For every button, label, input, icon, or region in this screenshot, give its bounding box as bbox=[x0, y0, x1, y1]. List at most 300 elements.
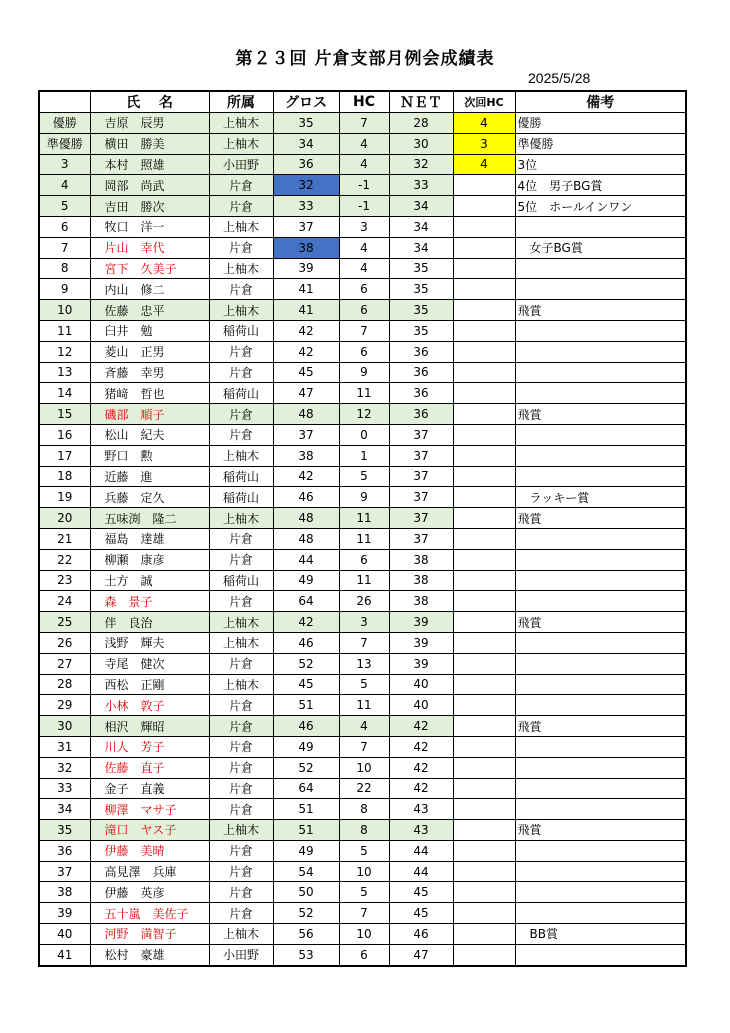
note-cell bbox=[515, 591, 686, 612]
club-cell: 片倉 bbox=[209, 549, 273, 570]
club-cell: 上柚木 bbox=[209, 612, 273, 633]
table-row bbox=[39, 258, 686, 279]
rank-cell: 21 bbox=[39, 528, 90, 549]
next-hc-cell bbox=[453, 175, 515, 196]
hc-cell: 7 bbox=[339, 320, 389, 341]
hc-cell: -1 bbox=[339, 175, 389, 196]
next-hc-cell bbox=[453, 320, 515, 341]
rank-cell: 27 bbox=[39, 653, 90, 674]
rank-cell: 22 bbox=[39, 549, 90, 570]
next-hc-cell bbox=[453, 383, 515, 404]
gross-cell: 46 bbox=[273, 487, 339, 508]
rank-cell: 11 bbox=[39, 320, 90, 341]
note-cell bbox=[515, 341, 686, 362]
hc-cell: 6 bbox=[339, 300, 389, 321]
hc-cell: 11 bbox=[339, 508, 389, 529]
table-row bbox=[39, 674, 686, 695]
table-row bbox=[39, 383, 686, 404]
name-cell: 松山 紀夫 bbox=[90, 424, 209, 445]
gross-cell: 41 bbox=[273, 300, 339, 321]
net-cell: 38 bbox=[389, 591, 453, 612]
name-cell: 柳瀬 康彦 bbox=[90, 549, 209, 570]
club-cell: 稲荷山 bbox=[209, 487, 273, 508]
table-row bbox=[39, 695, 686, 716]
gross-cell: 36 bbox=[273, 154, 339, 175]
net-cell: 39 bbox=[389, 612, 453, 633]
club-cell: 上柚木 bbox=[209, 216, 273, 237]
gross-cell: 52 bbox=[273, 653, 339, 674]
table-row bbox=[39, 549, 686, 570]
net-cell: 35 bbox=[389, 320, 453, 341]
table-row bbox=[39, 528, 686, 549]
rank-cell: 25 bbox=[39, 612, 90, 633]
hc-cell: 4 bbox=[339, 133, 389, 154]
header-next-hc: 次回HC bbox=[453, 91, 515, 113]
next-hc-cell bbox=[453, 632, 515, 653]
club-cell: 片倉 bbox=[209, 362, 273, 383]
hc-cell: 10 bbox=[339, 924, 389, 945]
table-row bbox=[39, 861, 686, 882]
page-title: 第２３回 片倉支部月例会成績表 bbox=[235, 49, 495, 69]
club-cell: 片倉 bbox=[209, 736, 273, 757]
club-cell: 稲荷山 bbox=[209, 466, 273, 487]
next-hc-cell bbox=[453, 799, 515, 820]
table-row bbox=[39, 300, 686, 321]
hc-cell: 4 bbox=[339, 154, 389, 175]
header-club: 所属 bbox=[209, 91, 273, 113]
name-cell: 伊藤 美晴 bbox=[90, 840, 209, 861]
name-cell: 磯部 順子 bbox=[90, 404, 209, 425]
gross-cell: 37 bbox=[273, 216, 339, 237]
rank-cell: 18 bbox=[39, 466, 90, 487]
rank-cell: 29 bbox=[39, 695, 90, 716]
table-row bbox=[39, 903, 686, 924]
gross-cell: 50 bbox=[273, 882, 339, 903]
rank-cell: 28 bbox=[39, 674, 90, 695]
gross-cell: 49 bbox=[273, 840, 339, 861]
next-hc-cell: 4 bbox=[453, 154, 515, 175]
rank-cell: 20 bbox=[39, 508, 90, 529]
table-row bbox=[39, 508, 686, 529]
net-cell: 32 bbox=[389, 154, 453, 175]
net-cell: 46 bbox=[389, 924, 453, 945]
club-cell: 片倉 bbox=[209, 279, 273, 300]
next-hc-cell bbox=[453, 445, 515, 466]
table-row bbox=[39, 175, 686, 196]
gross-cell: 48 bbox=[273, 508, 339, 529]
rank-cell: 3 bbox=[39, 154, 90, 175]
note-cell bbox=[515, 570, 686, 591]
note-cell bbox=[515, 736, 686, 757]
club-cell: 上柚木 bbox=[209, 674, 273, 695]
rank-cell: 41 bbox=[39, 944, 90, 965]
gross-cell: 54 bbox=[273, 861, 339, 882]
hc-cell: 9 bbox=[339, 487, 389, 508]
gross-cell: 64 bbox=[273, 778, 339, 799]
gross-cell: 46 bbox=[273, 632, 339, 653]
note-cell bbox=[515, 674, 686, 695]
hc-cell: 5 bbox=[339, 882, 389, 903]
rank-cell: 9 bbox=[39, 279, 90, 300]
table-row bbox=[39, 237, 686, 258]
gross-cell: 34 bbox=[273, 133, 339, 154]
name-cell: 浅野 輝夫 bbox=[90, 632, 209, 653]
name-cell: 宮下 久美子 bbox=[90, 258, 209, 279]
rank-cell: 26 bbox=[39, 632, 90, 653]
hc-cell: 22 bbox=[339, 778, 389, 799]
name-cell: 内山 修二 bbox=[90, 279, 209, 300]
table-row bbox=[39, 840, 686, 861]
note-cell: 準優勝 bbox=[515, 133, 686, 154]
club-cell: 片倉 bbox=[209, 424, 273, 445]
rank-cell: 39 bbox=[39, 903, 90, 924]
hc-cell: 4 bbox=[339, 258, 389, 279]
net-cell: 38 bbox=[389, 570, 453, 591]
next-hc-cell bbox=[453, 695, 515, 716]
gross-cell: 35 bbox=[273, 113, 339, 134]
club-cell: 稲荷山 bbox=[209, 570, 273, 591]
table-row bbox=[39, 612, 686, 633]
next-hc-cell: 3 bbox=[453, 133, 515, 154]
note-cell: 飛賞 bbox=[515, 508, 686, 529]
next-hc-cell bbox=[453, 216, 515, 237]
name-cell: 河野 満智子 bbox=[90, 924, 209, 945]
club-cell: 上柚木 bbox=[209, 113, 273, 134]
next-hc-cell bbox=[453, 466, 515, 487]
next-hc-cell: 4 bbox=[453, 113, 515, 134]
next-hc-cell bbox=[453, 944, 515, 965]
table-row bbox=[39, 736, 686, 757]
name-cell: 片山 幸代 bbox=[90, 237, 209, 258]
note-cell: 飛賞 bbox=[515, 300, 686, 321]
net-cell: 33 bbox=[389, 175, 453, 196]
rank-cell: 40 bbox=[39, 924, 90, 945]
note-cell bbox=[515, 653, 686, 674]
hc-cell: 1 bbox=[339, 445, 389, 466]
name-cell: 松村 豪雄 bbox=[90, 944, 209, 965]
note-cell: 5位 ホールインワン bbox=[515, 196, 686, 217]
gross-cell: 39 bbox=[273, 258, 339, 279]
note-cell bbox=[515, 528, 686, 549]
rank-cell: 38 bbox=[39, 882, 90, 903]
gross-cell: 46 bbox=[273, 716, 339, 737]
table-row bbox=[39, 757, 686, 778]
next-hc-cell bbox=[453, 612, 515, 633]
hc-cell: 12 bbox=[339, 404, 389, 425]
gross-cell: 56 bbox=[273, 924, 339, 945]
rank-cell: 14 bbox=[39, 383, 90, 404]
net-cell: 45 bbox=[389, 903, 453, 924]
next-hc-cell bbox=[453, 716, 515, 737]
net-cell: 35 bbox=[389, 300, 453, 321]
header-net: ＮＥＴ bbox=[389, 91, 453, 113]
net-cell: 44 bbox=[389, 861, 453, 882]
club-cell: 片倉 bbox=[209, 840, 273, 861]
net-cell: 37 bbox=[389, 487, 453, 508]
hc-cell: 6 bbox=[339, 341, 389, 362]
hc-cell: 3 bbox=[339, 216, 389, 237]
note-cell bbox=[515, 216, 686, 237]
table-row bbox=[39, 944, 686, 965]
table-row bbox=[39, 320, 686, 341]
hc-cell: 5 bbox=[339, 674, 389, 695]
net-cell: 39 bbox=[389, 632, 453, 653]
hc-cell: 10 bbox=[339, 861, 389, 882]
gross-cell: 48 bbox=[273, 528, 339, 549]
net-cell: 42 bbox=[389, 736, 453, 757]
next-hc-cell bbox=[453, 591, 515, 612]
note-cell bbox=[515, 695, 686, 716]
name-cell: 小林 敦子 bbox=[90, 695, 209, 716]
note-cell bbox=[515, 944, 686, 965]
rank-cell: 23 bbox=[39, 570, 90, 591]
name-cell: 吉原 辰男 bbox=[90, 113, 209, 134]
club-cell: 片倉 bbox=[209, 196, 273, 217]
note-cell: 優勝 bbox=[515, 113, 686, 134]
net-cell: 43 bbox=[389, 820, 453, 841]
name-cell: 柳澤 マサ子 bbox=[90, 799, 209, 820]
gross-cell: 42 bbox=[273, 320, 339, 341]
name-cell: 猪﨑 哲也 bbox=[90, 383, 209, 404]
net-cell: 45 bbox=[389, 882, 453, 903]
next-hc-cell bbox=[453, 528, 515, 549]
table-row bbox=[39, 445, 686, 466]
hc-cell: 7 bbox=[339, 903, 389, 924]
net-cell: 42 bbox=[389, 716, 453, 737]
club-cell: 上柚木 bbox=[209, 445, 273, 466]
club-cell: 稲荷山 bbox=[209, 383, 273, 404]
next-hc-cell bbox=[453, 300, 515, 321]
table-row bbox=[39, 404, 686, 425]
gross-cell: 41 bbox=[273, 279, 339, 300]
next-hc-cell bbox=[453, 424, 515, 445]
note-cell bbox=[515, 320, 686, 341]
club-cell: 片倉 bbox=[209, 528, 273, 549]
club-cell: 上柚木 bbox=[209, 632, 273, 653]
table-row bbox=[39, 133, 686, 154]
table-row bbox=[39, 799, 686, 820]
note-cell bbox=[515, 799, 686, 820]
net-cell: 42 bbox=[389, 778, 453, 799]
net-cell: 43 bbox=[389, 799, 453, 820]
gross-cell: 45 bbox=[273, 362, 339, 383]
next-hc-cell bbox=[453, 674, 515, 695]
rank-cell: 13 bbox=[39, 362, 90, 383]
header-name: 氏 名 bbox=[90, 91, 209, 113]
gross-cell: 45 bbox=[273, 674, 339, 695]
next-hc-cell bbox=[453, 757, 515, 778]
gross-cell: 37 bbox=[273, 424, 339, 445]
table-row bbox=[39, 154, 686, 175]
note-cell: 飛賞 bbox=[515, 404, 686, 425]
next-hc-cell bbox=[453, 196, 515, 217]
note-cell bbox=[515, 861, 686, 882]
note-cell: 飛賞 bbox=[515, 716, 686, 737]
net-cell: 34 bbox=[389, 196, 453, 217]
hc-cell: 4 bbox=[339, 237, 389, 258]
net-cell: 34 bbox=[389, 216, 453, 237]
net-cell: 44 bbox=[389, 840, 453, 861]
next-hc-cell bbox=[453, 279, 515, 300]
note-cell bbox=[515, 778, 686, 799]
net-cell: 36 bbox=[389, 404, 453, 425]
rank-cell: 16 bbox=[39, 424, 90, 445]
name-cell: 横田 勝美 bbox=[90, 133, 209, 154]
gross-cell: 49 bbox=[273, 736, 339, 757]
hc-cell: 6 bbox=[339, 279, 389, 300]
table-row bbox=[39, 487, 686, 508]
club-cell: 小田野 bbox=[209, 154, 273, 175]
rank-cell: 7 bbox=[39, 237, 90, 258]
name-cell: 斉藤 幸男 bbox=[90, 362, 209, 383]
next-hc-cell bbox=[453, 570, 515, 591]
header-hc: HC bbox=[339, 91, 389, 113]
club-cell: 上柚木 bbox=[209, 133, 273, 154]
hc-cell: 0 bbox=[339, 424, 389, 445]
next-hc-cell bbox=[453, 508, 515, 529]
rank-cell: 24 bbox=[39, 591, 90, 612]
note-cell bbox=[515, 840, 686, 861]
next-hc-cell bbox=[453, 882, 515, 903]
net-cell: 37 bbox=[389, 424, 453, 445]
net-cell: 35 bbox=[389, 258, 453, 279]
rank-cell: 10 bbox=[39, 300, 90, 321]
club-cell: 片倉 bbox=[209, 861, 273, 882]
rank-cell: 4 bbox=[39, 175, 90, 196]
net-cell: 35 bbox=[389, 279, 453, 300]
table-row bbox=[39, 362, 686, 383]
note-cell: 女子BG賞 bbox=[515, 237, 686, 258]
hc-cell: 7 bbox=[339, 736, 389, 757]
note-cell bbox=[515, 445, 686, 466]
note-cell bbox=[515, 383, 686, 404]
table-row bbox=[39, 820, 686, 841]
next-hc-cell bbox=[453, 778, 515, 799]
gross-cell: 53 bbox=[273, 944, 339, 965]
next-hc-cell bbox=[453, 840, 515, 861]
note-cell: BB賞 bbox=[515, 924, 686, 945]
hc-cell: 3 bbox=[339, 612, 389, 633]
table-row bbox=[39, 778, 686, 799]
rank-cell: 8 bbox=[39, 258, 90, 279]
note-cell bbox=[515, 424, 686, 445]
rank-cell: 31 bbox=[39, 736, 90, 757]
next-hc-cell bbox=[453, 549, 515, 570]
name-cell: 五十嵐 美佐子 bbox=[90, 903, 209, 924]
net-cell: 42 bbox=[389, 757, 453, 778]
hc-cell: 6 bbox=[339, 944, 389, 965]
club-cell: 片倉 bbox=[209, 882, 273, 903]
net-cell: 30 bbox=[389, 133, 453, 154]
club-cell: 片倉 bbox=[209, 175, 273, 196]
note-cell: 飛賞 bbox=[515, 612, 686, 633]
rank-cell: 15 bbox=[39, 404, 90, 425]
net-cell: 40 bbox=[389, 674, 453, 695]
note-cell bbox=[515, 362, 686, 383]
hc-cell: 7 bbox=[339, 113, 389, 134]
results-body bbox=[39, 113, 686, 966]
header-rank bbox=[39, 91, 90, 113]
net-cell: 40 bbox=[389, 695, 453, 716]
note-cell: ラッキー賞 bbox=[515, 487, 686, 508]
hc-cell: 11 bbox=[339, 570, 389, 591]
name-cell: 滝口 ヤス子 bbox=[90, 820, 209, 841]
name-cell: 臼井 勉 bbox=[90, 320, 209, 341]
name-cell: 森 景子 bbox=[90, 591, 209, 612]
net-cell: 37 bbox=[389, 445, 453, 466]
club-cell: 上柚木 bbox=[209, 924, 273, 945]
note-cell bbox=[515, 258, 686, 279]
gross-cell: 42 bbox=[273, 612, 339, 633]
next-hc-cell bbox=[453, 736, 515, 757]
next-hc-cell bbox=[453, 820, 515, 841]
club-cell: 上柚木 bbox=[209, 258, 273, 279]
header-note: 備考 bbox=[515, 91, 686, 113]
hc-cell: 5 bbox=[339, 466, 389, 487]
name-cell: 兵藤 定久 bbox=[90, 487, 209, 508]
table-row bbox=[39, 424, 686, 445]
gross-cell: 52 bbox=[273, 903, 339, 924]
table-row bbox=[39, 216, 686, 237]
hc-cell: 9 bbox=[339, 362, 389, 383]
name-cell: 西松 正剛 bbox=[90, 674, 209, 695]
rank-cell: 12 bbox=[39, 341, 90, 362]
rank-cell: 32 bbox=[39, 757, 90, 778]
note-cell bbox=[515, 466, 686, 487]
note-cell bbox=[515, 882, 686, 903]
name-cell: 五味渕 隆二 bbox=[90, 508, 209, 529]
note-cell bbox=[515, 549, 686, 570]
name-cell: 野口 勲 bbox=[90, 445, 209, 466]
rank-cell: 19 bbox=[39, 487, 90, 508]
rank-cell: 33 bbox=[39, 778, 90, 799]
club-cell: 上柚木 bbox=[209, 300, 273, 321]
net-cell: 28 bbox=[389, 113, 453, 134]
header-gross: グロス bbox=[273, 91, 339, 113]
name-cell: 本村 照雄 bbox=[90, 154, 209, 175]
rank-cell: 37 bbox=[39, 861, 90, 882]
name-cell: 近藤 進 bbox=[90, 466, 209, 487]
gross-cell: 38 bbox=[273, 445, 339, 466]
hc-cell: 8 bbox=[339, 799, 389, 820]
net-cell: 37 bbox=[389, 528, 453, 549]
hc-cell: 11 bbox=[339, 528, 389, 549]
next-hc-cell bbox=[453, 924, 515, 945]
rank-cell: 34 bbox=[39, 799, 90, 820]
next-hc-cell bbox=[453, 341, 515, 362]
note-cell bbox=[515, 632, 686, 653]
next-hc-cell bbox=[453, 258, 515, 279]
name-cell: 牧口 洋一 bbox=[90, 216, 209, 237]
net-cell: 47 bbox=[389, 944, 453, 965]
name-cell: 伴 良治 bbox=[90, 612, 209, 633]
club-cell: 片倉 bbox=[209, 591, 273, 612]
name-cell: 金子 直義 bbox=[90, 778, 209, 799]
club-cell: 片倉 bbox=[209, 799, 273, 820]
name-cell: 吉田 勝次 bbox=[90, 196, 209, 217]
next-hc-cell bbox=[453, 362, 515, 383]
gross-cell: 47 bbox=[273, 383, 339, 404]
gross-cell: 51 bbox=[273, 820, 339, 841]
name-cell: 土方 誠 bbox=[90, 570, 209, 591]
club-cell: 片倉 bbox=[209, 237, 273, 258]
hc-cell: 6 bbox=[339, 549, 389, 570]
hc-cell: 8 bbox=[339, 820, 389, 841]
net-cell: 38 bbox=[389, 549, 453, 570]
gross-cell: 51 bbox=[273, 799, 339, 820]
note-cell bbox=[515, 757, 686, 778]
club-cell: 片倉 bbox=[209, 695, 273, 716]
